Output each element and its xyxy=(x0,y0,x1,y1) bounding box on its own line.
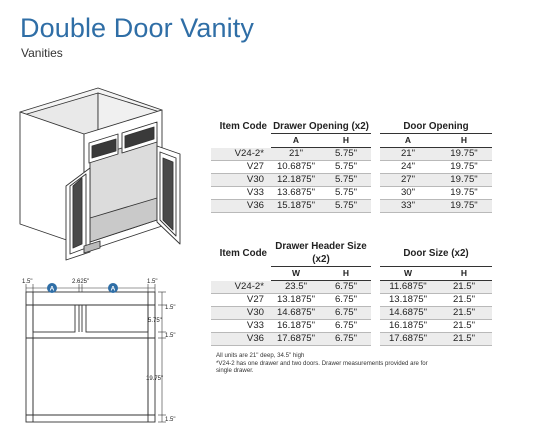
item-code: V36 xyxy=(211,200,271,213)
table-row xyxy=(211,148,492,161)
page-subtitle: Vanities xyxy=(21,46,63,60)
table-cell: 30" xyxy=(380,187,436,200)
dim-center: 2.625" xyxy=(72,279,90,285)
table-cell: 16.1875" xyxy=(271,320,321,333)
group-header: Drawer Opening (x2) xyxy=(273,121,369,132)
table-cell: 21" xyxy=(380,148,436,161)
column-header: H xyxy=(436,267,492,281)
dim-top-rail: 1.5" xyxy=(165,305,176,311)
table-cell: 27" xyxy=(380,174,436,187)
table-cell: 6.75" xyxy=(321,307,371,320)
item-code: V36 xyxy=(211,333,271,346)
table-cell: 16.1875" xyxy=(380,320,436,333)
table-cell: 12.1875" xyxy=(271,174,321,187)
table-cell: 17.6875" xyxy=(271,333,321,346)
dim-bottom-rail: 1.5" xyxy=(165,417,176,423)
table-cell: 13.1875" xyxy=(271,294,321,307)
table-row xyxy=(211,281,492,294)
group-header: Door Opening xyxy=(403,121,469,132)
item-code: V24-2* xyxy=(211,281,271,294)
table-row xyxy=(211,200,492,213)
balloon-a-left xyxy=(47,283,57,293)
column-header: A xyxy=(380,134,436,148)
balloon-a-right xyxy=(108,283,118,293)
table-cell: 6.75" xyxy=(321,281,371,294)
table-cell: 19.75" xyxy=(436,161,492,174)
table-cell: 17.6875" xyxy=(380,333,436,346)
table-cell: 5.75" xyxy=(321,200,371,213)
column-header: H xyxy=(321,267,371,281)
table-cell: 5.75" xyxy=(321,174,371,187)
table-cell: 5.75" xyxy=(321,148,371,161)
item-code: V30 xyxy=(211,307,271,320)
page-title: Double Door Vanity xyxy=(20,13,254,43)
item-code: V33 xyxy=(211,320,271,333)
table-cell: 6.75" xyxy=(321,294,371,307)
table-cell: 5.75" xyxy=(321,161,371,174)
table-cell: 21.5" xyxy=(436,320,492,333)
group-header: Door Size (x2) xyxy=(403,247,469,259)
table-cell: 23.5" xyxy=(271,281,321,294)
header-door-size-table xyxy=(211,240,492,346)
table-cell: 21.5" xyxy=(436,281,492,294)
table-row xyxy=(211,333,492,346)
table-cell: 19.75" xyxy=(436,148,492,161)
table-cell: 11.6875" xyxy=(380,281,436,294)
table-cell: 6.75" xyxy=(321,333,371,346)
table-cell: 19.75" xyxy=(436,174,492,187)
drawer-door-opening-table xyxy=(211,120,492,213)
group-header: Drawer Header Size (x2) xyxy=(275,241,367,265)
svg-text:A: A xyxy=(110,285,116,293)
table-cell: 21" xyxy=(271,148,321,161)
column-header: Item Code xyxy=(219,247,267,259)
table-cell: 10.6875" xyxy=(271,161,321,174)
table-cell: 5.75" xyxy=(321,187,371,200)
table-row xyxy=(211,187,492,200)
item-code: V30 xyxy=(211,174,271,187)
table-row xyxy=(211,320,492,333)
dim-door-height: 19.75" xyxy=(146,376,164,382)
table-row xyxy=(211,307,492,320)
table-cell: 21.5" xyxy=(436,333,492,346)
table-row xyxy=(211,294,492,307)
column-header: W xyxy=(271,267,321,281)
table-cell: 13.1875" xyxy=(380,294,436,307)
footnote: All units are 21" deep, 34.5" high xyxy=(216,352,305,359)
svg-text:A: A xyxy=(49,285,55,293)
dim-mid-rail: 1.5" xyxy=(165,333,176,339)
table-cell: 19.75" xyxy=(436,187,492,200)
table-cell: 15.1875" xyxy=(271,200,321,213)
table-cell: 19.75" xyxy=(436,200,492,213)
column-header: H xyxy=(436,134,492,148)
footnotes xyxy=(216,352,476,375)
column-header: A xyxy=(271,134,321,148)
footnote: single drawer. xyxy=(216,367,254,375)
table-cell: 21.5" xyxy=(436,307,492,320)
dim-left-stile: 1.5" xyxy=(22,279,33,285)
dim-right-stile: 1.5" xyxy=(147,279,158,285)
footnote: *V24-2 has one drawer and two doors. Drawer measurements provided are for xyxy=(216,359,428,367)
column-header: W xyxy=(380,267,436,281)
dim-drawer-height: 5.75" xyxy=(148,318,162,324)
table-cell: 6.75" xyxy=(321,320,371,333)
table-cell: 14.6875" xyxy=(380,307,436,320)
table-cell: 21.5" xyxy=(436,294,492,307)
item-code: V24-2* xyxy=(211,148,271,161)
item-code: V27 xyxy=(211,294,271,307)
column-header: Item Code xyxy=(219,121,267,133)
item-code: V33 xyxy=(211,187,271,200)
column-header: H xyxy=(321,134,371,148)
table-row xyxy=(211,161,492,174)
table-cell: 13.6875" xyxy=(271,187,321,200)
table-row xyxy=(211,174,492,187)
table-cell: 14.6875" xyxy=(271,307,321,320)
table-cell: 24" xyxy=(380,161,436,174)
item-code: V27 xyxy=(211,161,271,174)
table-cell: 33" xyxy=(380,200,436,213)
